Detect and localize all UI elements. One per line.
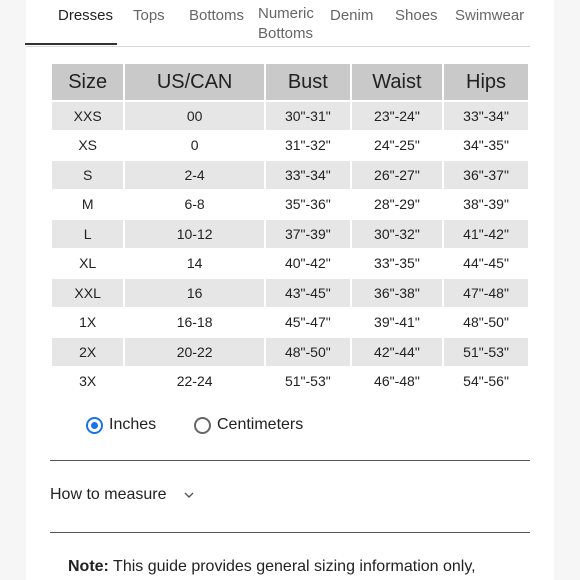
table-row (52, 309, 528, 337)
column-header-hips: Hips (444, 64, 528, 100)
sizing-note (68, 558, 476, 576)
radio-unchecked-icon (194, 417, 211, 434)
tab-tops[interactable]: Tops (133, 7, 165, 24)
cell-size: XXS (52, 102, 123, 130)
table-header-row (52, 64, 528, 100)
tab-bottoms[interactable]: Bottoms (189, 7, 245, 24)
note-text: This guide provides general sizing information only, (108, 558, 476, 575)
cell-bust: 51"-53" (284, 373, 331, 390)
cell-waist: 42"-44" (352, 338, 442, 366)
cell-us-can: 10-12 (125, 220, 264, 248)
cell-size: M (81, 196, 94, 213)
tab-swimwear[interactable]: Swimwear (455, 7, 525, 24)
table-row (52, 250, 528, 278)
table-row (52, 368, 528, 396)
cell-waist: 28"-29" (374, 196, 420, 213)
cell-bust: 45"-47" (284, 314, 331, 331)
cell-size: 2X (52, 338, 123, 366)
cell-bust: 31"-32" (284, 137, 331, 154)
table-row (52, 338, 528, 366)
cell-size: XXL (52, 279, 123, 307)
cell-size: S (52, 161, 123, 189)
cell-bust: 40"-42" (284, 255, 331, 272)
chevron-down-icon (183, 489, 195, 501)
tab-numeric-bottoms-line2: Bottoms (258, 25, 314, 42)
cell-waist: 36"-38" (352, 279, 442, 307)
cell-hips: 47"-48" (444, 279, 528, 307)
cell-us-can: 0 (190, 137, 199, 154)
cell-hips: 38"-39" (463, 196, 509, 213)
cell-hips: 54"-56" (463, 373, 509, 390)
tab-dresses[interactable]: Dresses (58, 7, 114, 24)
how-to-measure-toggle[interactable] (50, 486, 195, 504)
cell-hips: 33"-34" (444, 102, 528, 130)
active-tab-indicator (25, 43, 117, 45)
table-row (52, 102, 528, 130)
how-to-measure-label: How to measure (50, 486, 167, 503)
size-chart-table (50, 62, 530, 397)
cell-waist: 30"-32" (352, 220, 442, 248)
table-row (52, 191, 528, 219)
cell-waist: 33"-35" (374, 255, 420, 272)
tab-denim[interactable]: Denim (330, 7, 374, 24)
cell-size: XL (79, 255, 97, 272)
cell-hips: 34"-35" (463, 137, 509, 154)
cell-us-can: 2-4 (125, 161, 264, 189)
cell-waist: 46"-48" (374, 373, 420, 390)
table-row (52, 161, 528, 189)
cell-us-can: 14 (186, 255, 203, 272)
cell-hips: 51"-53" (444, 338, 528, 366)
cell-us-can: 16-18 (176, 314, 213, 331)
note-prefix: Note: (68, 558, 109, 575)
column-header-bust: Bust (266, 64, 350, 100)
column-header-us-can: US/CAN (125, 64, 264, 100)
unit-selector (86, 416, 386, 440)
cell-bust: 30"-31" (266, 102, 350, 130)
cell-us-can: 00 (125, 102, 264, 130)
divider-top (50, 460, 530, 461)
cell-size: 3X (79, 373, 97, 390)
cell-size: XS (78, 137, 97, 154)
centimeters-radio[interactable] (194, 416, 303, 434)
cell-bust: 37"-39" (266, 220, 350, 248)
tab-numeric-bottoms-line1: Numeric (258, 5, 314, 22)
cell-size: L (52, 220, 123, 248)
tab-numeric-bottoms[interactable] (258, 4, 314, 44)
cell-hips: 44"-45" (463, 255, 509, 272)
table-row (52, 279, 528, 307)
column-header-size: Size (52, 64, 123, 100)
cell-hips: 48"-50" (463, 314, 509, 331)
cell-hips: 41"-42" (444, 220, 528, 248)
divider-bottom (50, 532, 530, 533)
cell-waist: 24"-25" (374, 137, 420, 154)
tab-shoes[interactable]: Shoes (395, 7, 438, 24)
radio-checked-icon (86, 417, 103, 434)
cell-hips: 36"-37" (444, 161, 528, 189)
cell-waist: 39"-41" (374, 314, 420, 331)
cell-waist: 23"-24" (352, 102, 442, 130)
column-header-waist: Waist (352, 64, 442, 100)
cell-bust: 48"-50" (266, 338, 350, 366)
cell-bust: 35"-36" (284, 196, 331, 213)
cell-us-can: 16 (125, 279, 264, 307)
cell-waist: 26"-27" (352, 161, 442, 189)
cell-us-can: 6-8 (184, 196, 205, 213)
centimeters-label: Centimeters (217, 416, 304, 433)
table-row (52, 220, 528, 248)
cell-us-can: 20-22 (125, 338, 264, 366)
cell-bust: 33"-34" (266, 161, 350, 189)
table-row (52, 132, 528, 160)
cell-bust: 43"-45" (266, 279, 350, 307)
inches-label: Inches (109, 416, 157, 433)
cell-size: 1X (79, 314, 97, 331)
cell-us-can: 22-24 (176, 373, 213, 390)
inches-radio[interactable] (86, 416, 156, 434)
